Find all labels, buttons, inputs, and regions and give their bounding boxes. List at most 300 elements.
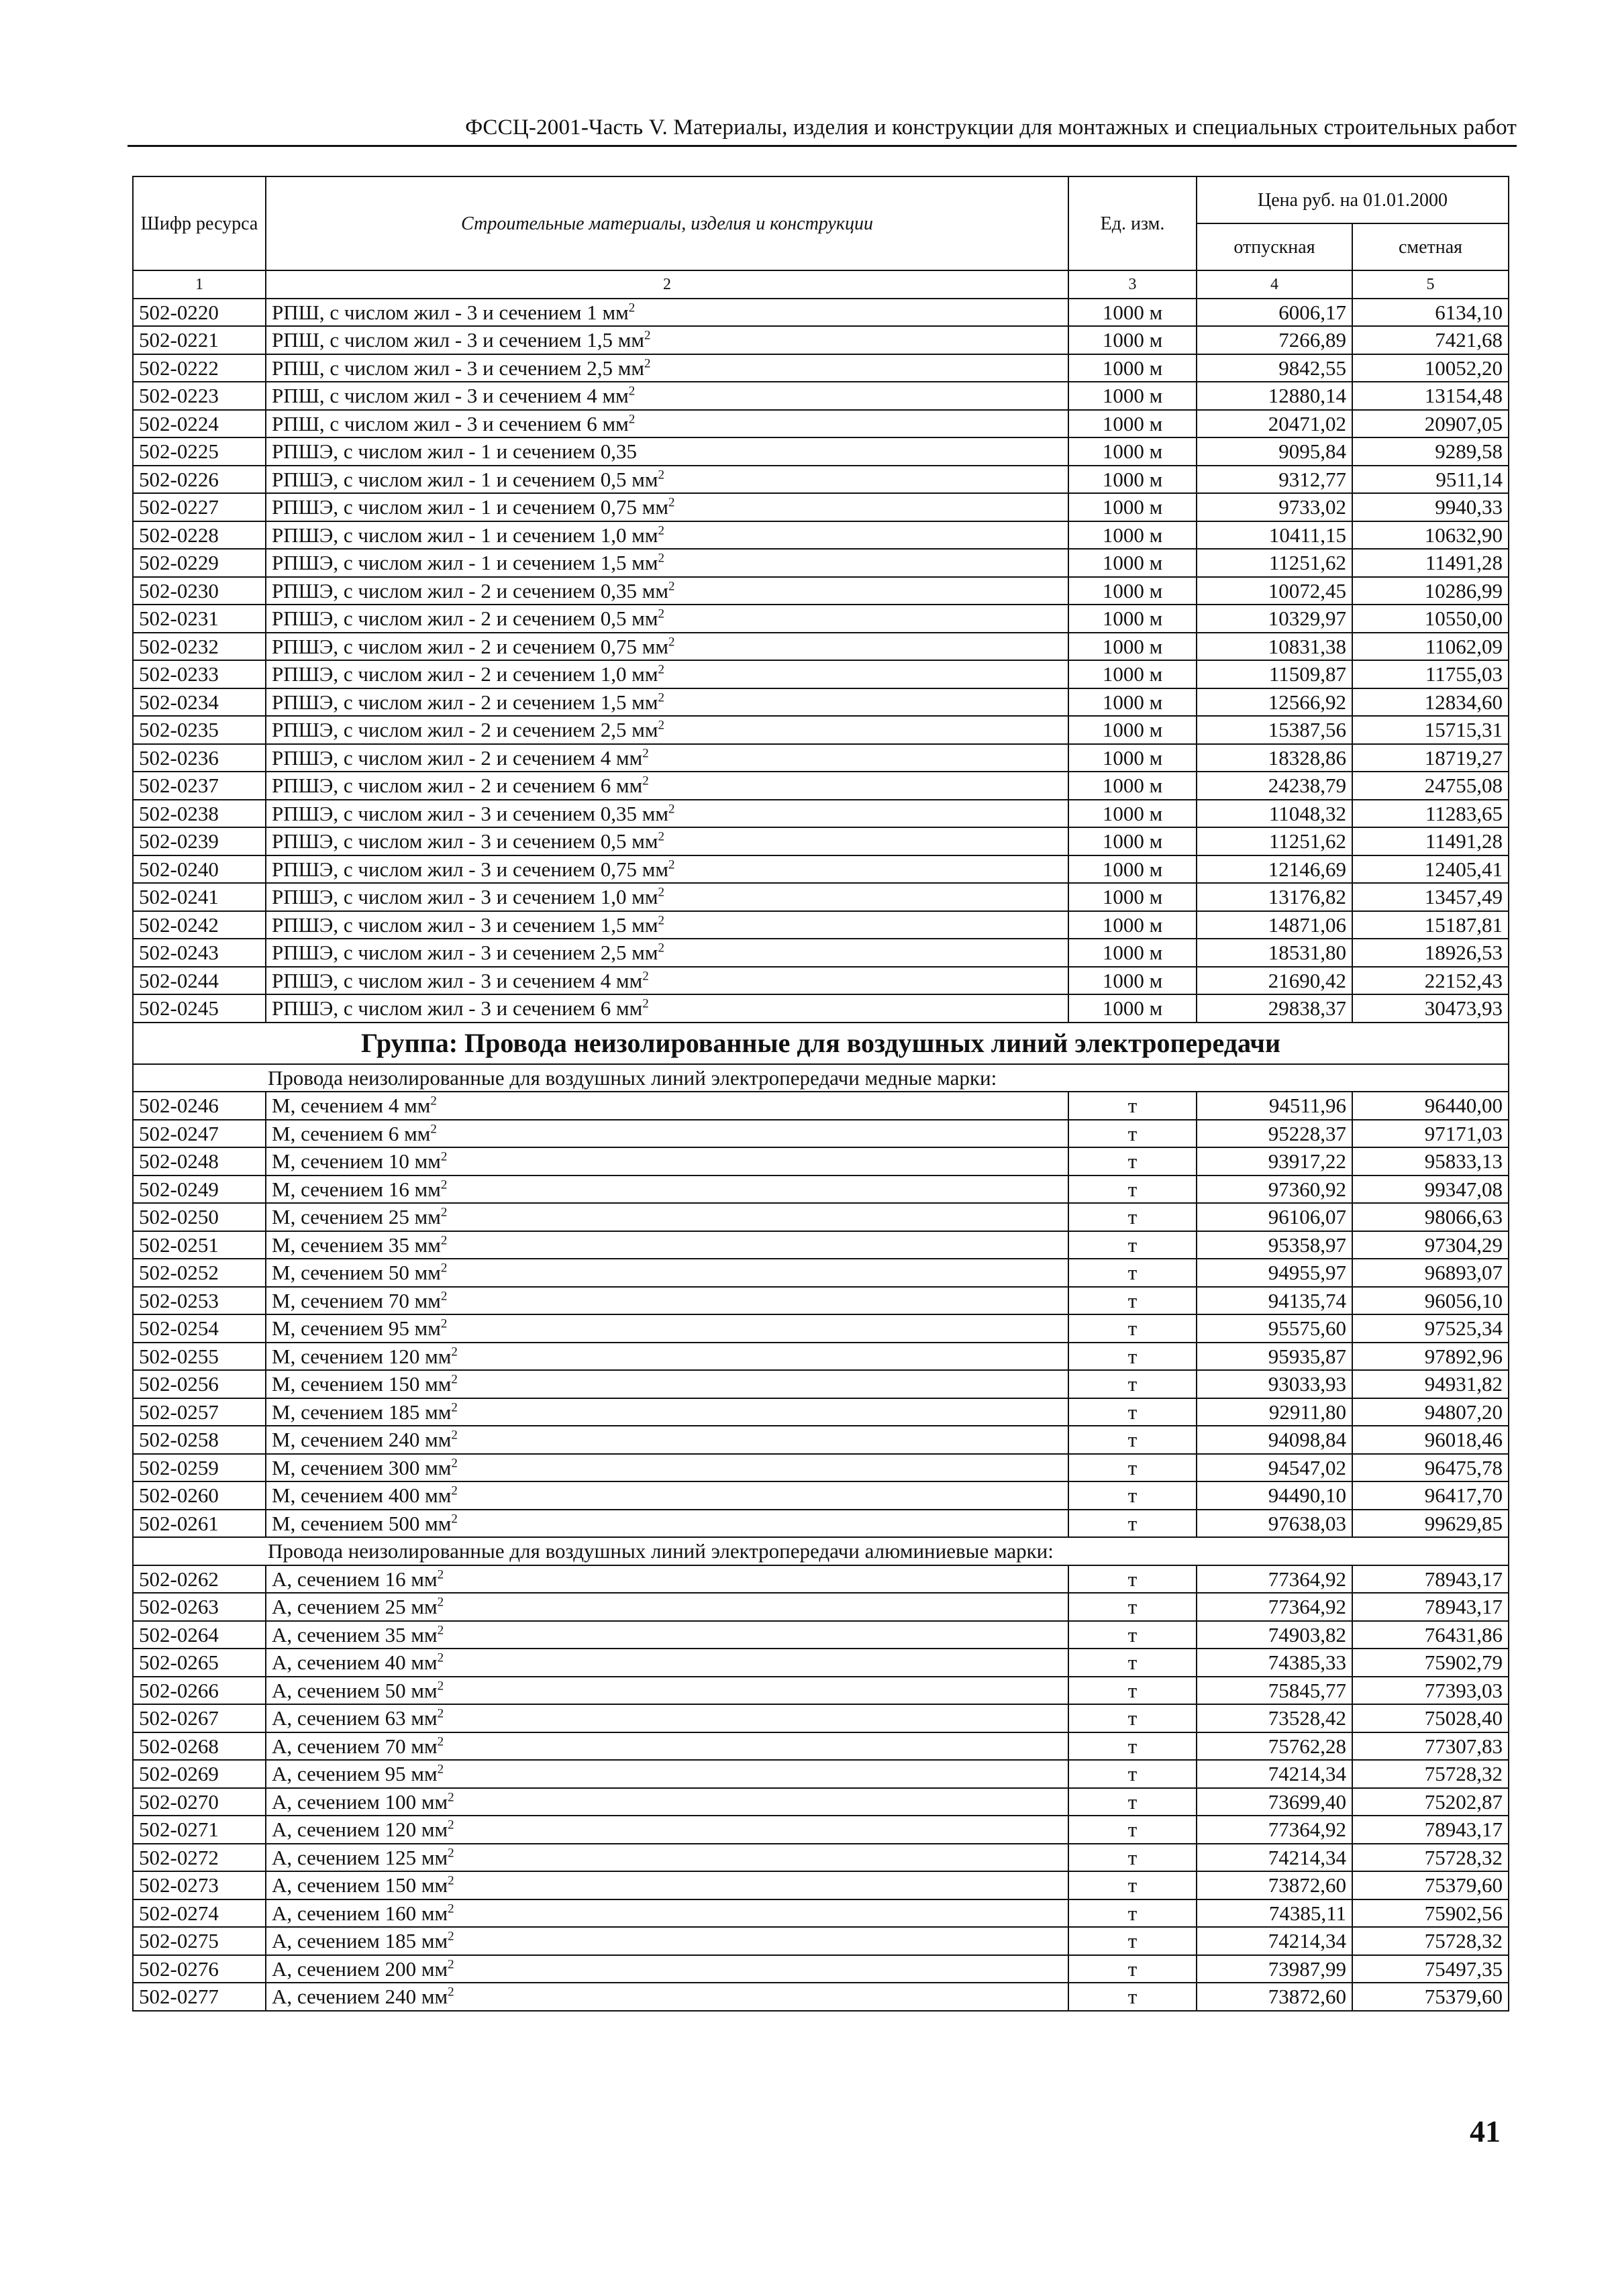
material-name-text: А, сечением 40 мм: [272, 1651, 438, 1675]
unit-exponent: 2: [628, 412, 636, 427]
estimate-price: 18926,53: [1352, 939, 1509, 967]
column-number: 1: [133, 270, 266, 299]
unit-cell: т: [1068, 1844, 1197, 1872]
estimate-price: 99347,08: [1352, 1176, 1509, 1204]
release-price: 12566,92: [1197, 688, 1352, 717]
material-name-text: М, сечением 120 мм: [272, 1344, 452, 1368]
release-price: 97638,03: [1197, 1510, 1352, 1538]
material-name: [266, 1398, 1068, 1426]
resource-code: 502-0223: [133, 382, 266, 410]
table-row: [133, 437, 1509, 466]
resource-code: 502-0276: [133, 1955, 266, 1983]
unit-exponent: 2: [668, 579, 675, 594]
material-name-text: А, сечением 150 мм: [272, 1873, 448, 1897]
release-price: 9095,84: [1197, 437, 1352, 466]
material-name: [266, 1481, 1068, 1510]
material-name-text: РПШ, с числом жил - 3 и сечением 1 мм: [272, 300, 629, 324]
resource-code: 502-0258: [133, 1426, 266, 1454]
resource-code: 502-0233: [133, 660, 266, 688]
resource-code: 502-0266: [133, 1677, 266, 1705]
column-number: 3: [1068, 270, 1197, 299]
estimate-price: 94931,82: [1352, 1370, 1509, 1398]
unit-exponent: 2: [642, 774, 649, 788]
unit-exponent: 2: [451, 1456, 458, 1471]
unit-exponent: 2: [642, 746, 649, 761]
column-number: 4: [1197, 270, 1352, 299]
table-row: [133, 1732, 1509, 1761]
material-name-text: А, сечением 160 мм: [272, 1901, 448, 1925]
table-row: [133, 299, 1509, 327]
release-price: 10831,38: [1197, 633, 1352, 661]
resource-code: 502-0236: [133, 744, 266, 772]
unit-cell: т: [1068, 1955, 1197, 1983]
unit-exponent: 2: [451, 1345, 458, 1359]
resource-code: 502-0250: [133, 1203, 266, 1231]
release-price: 73987,99: [1197, 1955, 1352, 1983]
material-name-text: РПШЭ, с числом жил - 3 и сечением 1,0 мм: [272, 885, 658, 909]
estimate-price: 96893,07: [1352, 1259, 1509, 1287]
unit-exponent: 2: [448, 1901, 454, 1916]
release-price: 6006,17: [1197, 299, 1352, 327]
unit-exponent: 2: [644, 356, 651, 371]
material-name: [266, 1314, 1068, 1343]
material-name: [266, 549, 1068, 577]
table-row: [133, 744, 1509, 772]
unit-cell: т: [1068, 1732, 1197, 1761]
unit-exponent: 2: [658, 690, 664, 705]
resource-code: 502-0244: [133, 967, 266, 995]
unit-exponent: 2: [437, 1567, 444, 1582]
material-name-text: М, сечением 400 мм: [272, 1483, 452, 1508]
unit-cell: 1000 м: [1068, 994, 1197, 1023]
resource-code: 502-0245: [133, 994, 266, 1023]
material-name-text: РПШЭ, с числом жил - 2 и сечением 6 мм: [272, 774, 643, 798]
resource-code: 502-0262: [133, 1565, 266, 1594]
material-name: [266, 437, 1068, 466]
unit-cell: 1000 м: [1068, 549, 1197, 577]
material-name-text: РПШЭ, с числом жил - 2 и сечением 0,5 мм: [272, 607, 658, 631]
table-row: [133, 772, 1509, 800]
table-row: [133, 1844, 1509, 1872]
unit-cell: 1000 м: [1068, 660, 1197, 688]
unit-exponent: 2: [642, 996, 649, 1011]
unit-exponent: 2: [440, 1233, 448, 1248]
unit-cell: 1000 м: [1068, 800, 1197, 828]
release-price: 9312,77: [1197, 466, 1352, 494]
unit-cell: т: [1068, 1203, 1197, 1231]
material-name: [266, 299, 1068, 327]
material-name-text: РПШ, с числом жил - 3 и сечением 1,5 мм: [272, 328, 645, 352]
material-name: [266, 660, 1068, 688]
estimate-price: 30473,93: [1352, 994, 1509, 1023]
unit-cell: т: [1068, 1231, 1197, 1259]
material-name-text: РПШЭ, с числом жил - 3 и сечением 0,5 мм: [272, 829, 658, 853]
estimate-price: 22152,43: [1352, 967, 1509, 995]
running-title: ФССЦ-2001-Часть V. Материалы, изделия и конструкции для монтажных и специальных строительных работ: [465, 115, 1517, 140]
material-name: [266, 827, 1068, 855]
estimate-price: 13457,49: [1352, 883, 1509, 911]
estimate-price: 97892,96: [1352, 1343, 1509, 1371]
material-name: [266, 911, 1068, 939]
material-name: [266, 1899, 1068, 1928]
unit-cell: 1000 м: [1068, 883, 1197, 911]
column-header-unit: Ед. изм.: [1068, 176, 1197, 270]
estimate-price: 77393,03: [1352, 1677, 1509, 1705]
unit-exponent: 2: [451, 1483, 458, 1498]
table-row: [133, 1621, 1509, 1649]
resource-code: 502-0237: [133, 772, 266, 800]
material-name-text: РПШЭ, с числом жил - 3 и сечением 1,5 мм: [272, 912, 658, 937]
unit-exponent: 2: [437, 1595, 444, 1610]
material-name: [266, 493, 1068, 521]
page-number: 41: [1470, 2114, 1501, 2148]
unit-cell: 1000 м: [1068, 716, 1197, 744]
resource-code: 502-0232: [133, 633, 266, 661]
column-header-estimate: сметная: [1352, 223, 1509, 270]
column-header-price-group: Цена руб. на 01.01.2000: [1197, 176, 1509, 223]
material-name-text: РПШЭ, с числом жил - 2 и сечением 0,75 мм: [272, 634, 668, 658]
section-cables: [133, 299, 1509, 1023]
material-name-text: РПШЭ, с числом жил - 1 и сечением 0,75 мм: [272, 495, 668, 519]
subgroup-title-aluminum: Провода неизолированные для воздушных линий электропередачи алюминиевые марки:: [133, 1537, 1509, 1565]
material-name-text: РПШЭ, с числом жил - 1 и сечением 1,0 мм: [272, 523, 658, 547]
material-name-text: А, сечением 95 мм: [272, 1762, 438, 1786]
page-header: [128, 113, 1517, 149]
table-row: [133, 827, 1509, 855]
release-price: 77364,92: [1197, 1816, 1352, 1844]
material-name: [266, 1120, 1068, 1148]
estimate-price: 12405,41: [1352, 855, 1509, 884]
unit-exponent: 2: [644, 328, 651, 343]
unit-exponent: 2: [440, 1289, 448, 1304]
resource-code: 502-0224: [133, 410, 266, 438]
table-row: [133, 855, 1509, 884]
estimate-price: 24755,08: [1352, 772, 1509, 800]
material-name: [266, 1704, 1068, 1732]
estimate-price: 97304,29: [1352, 1231, 1509, 1259]
material-name-text: РПШЭ, с числом жил - 2 и сечением 4 мм: [272, 745, 643, 770]
estimate-price: 99629,85: [1352, 1510, 1509, 1538]
estimate-price: 75379,60: [1352, 1871, 1509, 1899]
unit-exponent: 2: [451, 1428, 458, 1443]
resource-code: 502-0259: [133, 1454, 266, 1482]
estimate-price: 75379,60: [1352, 1983, 1509, 2011]
unit-cell: т: [1068, 1871, 1197, 1899]
resource-code: 502-0249: [133, 1176, 266, 1204]
table-row: [133, 1649, 1509, 1677]
estimate-price: 75728,32: [1352, 1760, 1509, 1788]
estimate-price: 78943,17: [1352, 1816, 1509, 1844]
unit-exponent: 2: [451, 1512, 458, 1526]
material-name: [266, 1510, 1068, 1538]
unit-exponent: 2: [448, 1985, 454, 1999]
unit-exponent: 2: [437, 1623, 444, 1638]
resource-code: 502-0265: [133, 1649, 266, 1677]
material-name-text: М, сечением 50 мм: [272, 1261, 441, 1285]
unit-exponent: 2: [658, 829, 664, 844]
table-row: [133, 1955, 1509, 1983]
estimate-price: 7421,68: [1352, 326, 1509, 354]
material-name-text: РПШЭ, с числом жил - 3 и сечением 6 мм: [272, 996, 643, 1021]
material-name: [266, 800, 1068, 828]
estimate-price: 97525,34: [1352, 1314, 1509, 1343]
unit-cell: т: [1068, 1259, 1197, 1287]
unit-cell: 1000 м: [1068, 437, 1197, 466]
resource-code: 502-0269: [133, 1760, 266, 1788]
unit-exponent: 2: [658, 551, 664, 566]
table-row: [133, 410, 1509, 438]
estimate-price: 9289,58: [1352, 437, 1509, 466]
release-price: 14871,06: [1197, 911, 1352, 939]
unit-cell: 1000 м: [1068, 688, 1197, 717]
unit-cell: т: [1068, 1481, 1197, 1510]
material-name-text: М, сечением 16 мм: [272, 1177, 441, 1201]
estimate-price: 15187,81: [1352, 911, 1509, 939]
unit-exponent: 2: [658, 662, 664, 677]
estimate-price: 11491,28: [1352, 827, 1509, 855]
material-name: [266, 1454, 1068, 1482]
release-price: 74214,34: [1197, 1844, 1352, 1872]
subgroup-section: [133, 1537, 1509, 1565]
material-name-text: М, сечением 25 мм: [272, 1205, 441, 1229]
material-name: [266, 855, 1068, 884]
unit-cell: 1000 м: [1068, 382, 1197, 410]
table-row: [133, 1454, 1509, 1482]
release-price: 74214,34: [1197, 1927, 1352, 1955]
material-name: [266, 1844, 1068, 1872]
estimate-price: 10632,90: [1352, 521, 1509, 550]
release-price: 11251,62: [1197, 827, 1352, 855]
unit-exponent: 2: [658, 913, 664, 928]
unit-cell: 1000 м: [1068, 605, 1197, 633]
release-price: 95358,97: [1197, 1231, 1352, 1259]
material-name-text: РПШЭ, с числом жил - 1 и сечением 0,35: [272, 439, 637, 464]
table-row: [133, 1120, 1509, 1148]
table-row: [133, 1092, 1509, 1120]
unit-cell: 1000 м: [1068, 855, 1197, 884]
material-name: [266, 577, 1068, 605]
unit-exponent: 2: [628, 301, 636, 315]
unit-cell: 1000 м: [1068, 521, 1197, 550]
material-name: [266, 466, 1068, 494]
unit-cell: 1000 м: [1068, 326, 1197, 354]
table-row: [133, 1259, 1509, 1287]
material-name-text: М, сечением 95 мм: [272, 1316, 441, 1341]
table-row: [133, 1398, 1509, 1426]
unit-cell: т: [1068, 1983, 1197, 2011]
unit-cell: 1000 м: [1068, 911, 1197, 939]
release-price: 94955,97: [1197, 1259, 1352, 1287]
resource-code: 502-0260: [133, 1481, 266, 1510]
material-name: [266, 772, 1068, 800]
material-name: [266, 688, 1068, 717]
unit-exponent: 2: [668, 635, 675, 649]
resource-code: 502-0221: [133, 326, 266, 354]
table-row: [133, 883, 1509, 911]
table-row: [133, 326, 1509, 354]
resource-code: 502-0240: [133, 855, 266, 884]
resource-code: 502-0255: [133, 1343, 266, 1371]
table-row: [133, 967, 1509, 995]
material-name: [266, 744, 1068, 772]
resource-code: 502-0253: [133, 1287, 266, 1315]
resource-code: 502-0275: [133, 1927, 266, 1955]
unit-cell: 1000 м: [1068, 939, 1197, 967]
material-name: [266, 1621, 1068, 1649]
unit-cell: 1000 м: [1068, 410, 1197, 438]
material-name: [266, 382, 1068, 410]
table-row: [133, 1510, 1509, 1538]
estimate-price: 94807,20: [1352, 1398, 1509, 1426]
unit-exponent: 2: [430, 1094, 437, 1108]
unit-exponent: 2: [658, 523, 664, 538]
estimate-price: 9940,33: [1352, 493, 1509, 521]
resource-code: 502-0247: [133, 1120, 266, 1148]
unit-cell: т: [1068, 1426, 1197, 1454]
release-price: 94098,84: [1197, 1426, 1352, 1454]
estimate-price: 9511,14: [1352, 466, 1509, 494]
estimate-price: 97171,03: [1352, 1120, 1509, 1148]
material-name: [266, 354, 1068, 382]
material-name-text: А, сечением 200 мм: [272, 1956, 448, 1981]
unit-cell: т: [1068, 1176, 1197, 1204]
material-name-text: РПШЭ, с числом жил - 3 и сечением 0,75 мм: [272, 857, 668, 881]
unit-cell: т: [1068, 1398, 1197, 1426]
estimate-price: 96056,10: [1352, 1287, 1509, 1315]
material-name-text: РПШЭ, с числом жил - 3 и сечением 4 мм: [272, 968, 643, 992]
material-name: [266, 1788, 1068, 1816]
resource-code: 502-0220: [133, 299, 266, 327]
material-name: [266, 1760, 1068, 1788]
material-name-text: М, сечением 150 мм: [272, 1372, 452, 1396]
resource-code: 502-0235: [133, 716, 266, 744]
table-row: [133, 354, 1509, 382]
unit-exponent: 2: [658, 941, 664, 955]
material-name-text: РПШ, с числом жил - 3 и сечением 2,5 мм: [272, 356, 645, 380]
resource-code: 502-0271: [133, 1816, 266, 1844]
unit-cell: т: [1068, 1704, 1197, 1732]
resource-code: 502-0243: [133, 939, 266, 967]
estimate-price: 75497,35: [1352, 1955, 1509, 1983]
material-name-text: М, сечением 185 мм: [272, 1400, 452, 1424]
material-name-text: РПШЭ, с числом жил - 3 и сечением 0,35 мм: [272, 801, 668, 825]
resource-code: 502-0257: [133, 1398, 266, 1426]
column-header-code: Шифр ресурса: [133, 176, 266, 270]
release-price: 11509,87: [1197, 660, 1352, 688]
table-row: [133, 1983, 1509, 2011]
release-price: 13176,82: [1197, 883, 1352, 911]
material-name: [266, 716, 1068, 744]
estimate-price: 11283,65: [1352, 800, 1509, 828]
release-price: 73528,42: [1197, 1704, 1352, 1732]
material-name: [266, 1343, 1068, 1371]
unit-exponent: 2: [448, 1818, 454, 1832]
material-name-text: А, сечением 120 мм: [272, 1818, 448, 1842]
material-name-text: РПШЭ, с числом жил - 2 и сечением 1,0 мм: [272, 662, 658, 686]
table-row: [133, 1593, 1509, 1621]
material-name-text: М, сечением 6 мм: [272, 1121, 431, 1145]
resource-code: 502-0231: [133, 605, 266, 633]
resource-code: 502-0226: [133, 466, 266, 494]
table-row: [133, 994, 1509, 1023]
material-name-text: М, сечением 4 мм: [272, 1094, 431, 1118]
unit-exponent: 2: [658, 718, 664, 733]
table-row: [133, 466, 1509, 494]
material-name-text: РПШЭ, с числом жил - 2 и сечением 0,35 мм: [272, 578, 668, 603]
resource-code: 502-0227: [133, 493, 266, 521]
material-name-text: М, сечением 10 мм: [272, 1149, 441, 1173]
unit-exponent: 2: [440, 1205, 448, 1220]
unit-exponent: 2: [430, 1122, 437, 1137]
section-copper: [133, 1092, 1509, 1537]
resource-code: 502-0273: [133, 1871, 266, 1899]
resource-code: 502-0230: [133, 577, 266, 605]
unit-exponent: 2: [448, 1929, 454, 1944]
release-price: 92911,80: [1197, 1398, 1352, 1426]
material-name-text: РПШЭ, с числом жил - 1 и сечением 0,5 мм: [272, 467, 658, 491]
table-row: [133, 1871, 1509, 1899]
unit-exponent: 2: [448, 1790, 454, 1805]
release-price: 9842,55: [1197, 354, 1352, 382]
unit-exponent: 2: [658, 885, 664, 900]
release-price: 93033,93: [1197, 1370, 1352, 1398]
material-name: [266, 939, 1068, 967]
resource-code: 502-0264: [133, 1621, 266, 1649]
unit-exponent: 2: [437, 1762, 444, 1777]
estimate-price: 76431,86: [1352, 1621, 1509, 1649]
material-name: [266, 410, 1068, 438]
release-price: 93917,22: [1197, 1147, 1352, 1176]
subgroup-title-copper: Провода неизолированные для воздушных линий электропередачи медные марки:: [133, 1064, 1509, 1092]
material-name: [266, 1147, 1068, 1176]
estimate-price: 15715,31: [1352, 716, 1509, 744]
material-name: [266, 326, 1068, 354]
material-name-text: А, сечением 35 мм: [272, 1622, 438, 1647]
estimate-price: 18719,27: [1352, 744, 1509, 772]
material-name: [266, 1871, 1068, 1899]
estimate-price: 78943,17: [1352, 1565, 1509, 1594]
release-price: 94490,10: [1197, 1481, 1352, 1510]
price-table: [132, 176, 1509, 2012]
release-price: 10329,97: [1197, 605, 1352, 633]
release-price: 74385,11: [1197, 1899, 1352, 1928]
unit-cell: 1000 м: [1068, 299, 1197, 327]
resource-code: 502-0268: [133, 1732, 266, 1761]
table-row: [133, 800, 1509, 828]
unit-cell: 1000 м: [1068, 772, 1197, 800]
release-price: 74903,82: [1197, 1621, 1352, 1649]
unit-cell: 1000 м: [1068, 577, 1197, 605]
material-name: [266, 633, 1068, 661]
table-row: [133, 660, 1509, 688]
unit-cell: т: [1068, 1621, 1197, 1649]
table-row: [133, 633, 1509, 661]
unit-cell: т: [1068, 1370, 1197, 1398]
unit-cell: 1000 м: [1068, 827, 1197, 855]
unit-cell: т: [1068, 1816, 1197, 1844]
unit-cell: т: [1068, 1510, 1197, 1538]
unit-cell: 1000 м: [1068, 744, 1197, 772]
table-row: [133, 1565, 1509, 1594]
unit-cell: 1000 м: [1068, 633, 1197, 661]
column-number: 5: [1352, 270, 1509, 299]
material-name: [266, 883, 1068, 911]
table-row: [133, 1147, 1509, 1176]
table-row: [133, 1343, 1509, 1371]
material-name-text: РПШЭ, с числом жил - 1 и сечением 1,5 мм: [272, 551, 658, 575]
table-row: [133, 1899, 1509, 1928]
unit-cell: т: [1068, 1454, 1197, 1482]
